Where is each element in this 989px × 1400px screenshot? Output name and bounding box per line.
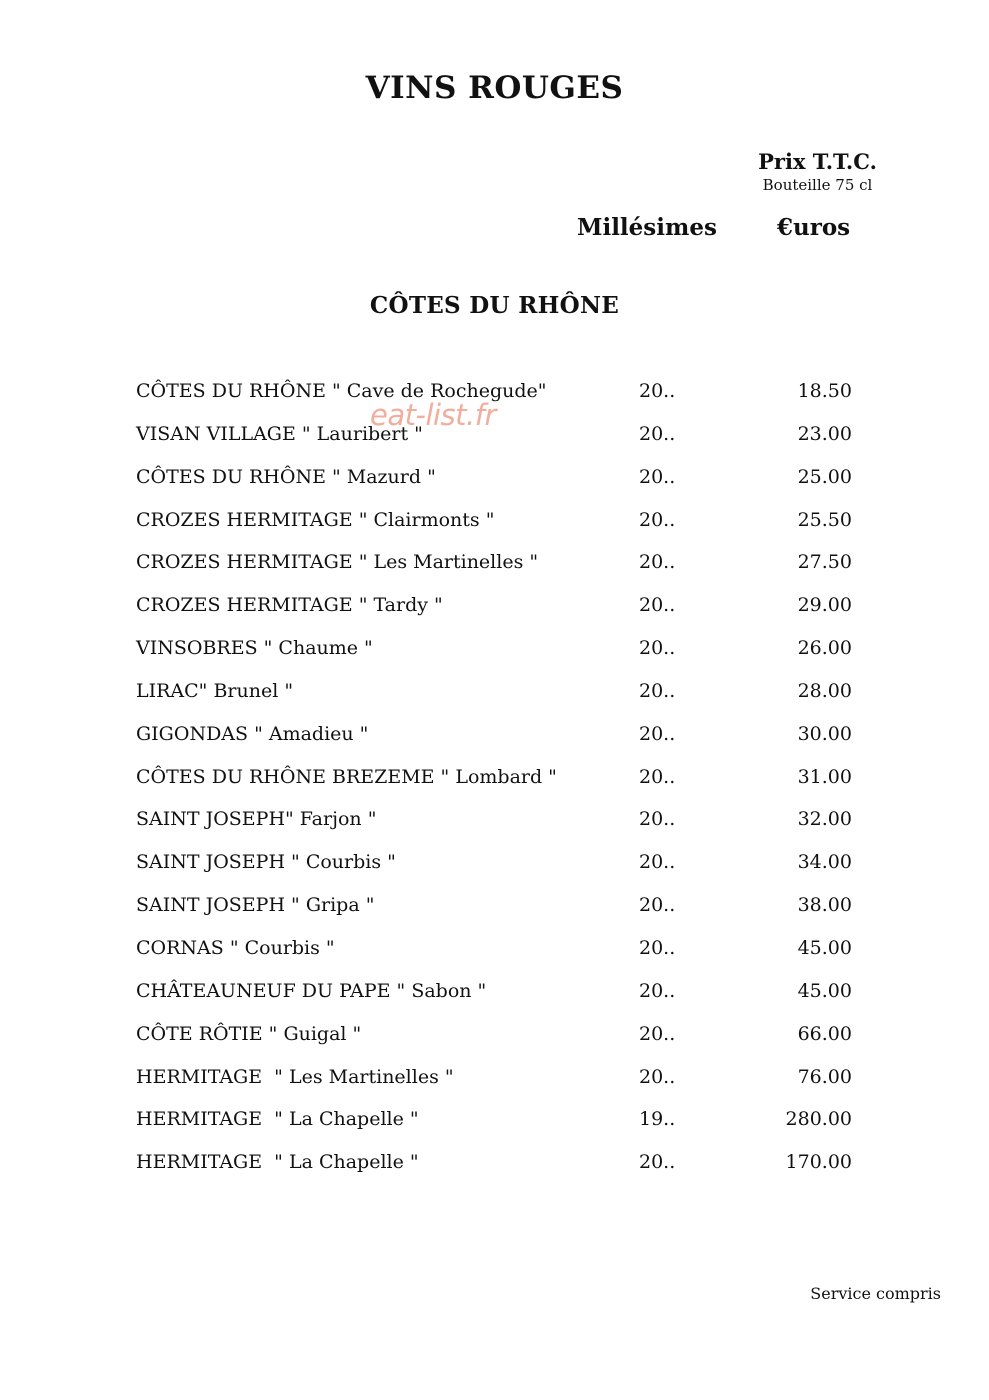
wine-name: CROZES HERMITAGE " Tardy " — [136, 594, 443, 617]
watermark-logo: eat-list.fr — [370, 398, 496, 432]
wine-vintage: 20.. — [639, 1022, 676, 1045]
wine-price: 76.00 — [797, 1065, 852, 1088]
wine-vintage: 20.. — [639, 551, 676, 574]
wine-row — [0, 723, 989, 766]
wine-row — [0, 1151, 989, 1194]
service-note: Service compris — [810, 1284, 941, 1303]
wine-name: CÔTES DU RHÔNE " Mazurd " — [136, 465, 436, 488]
wine-price: 45.00 — [797, 936, 852, 959]
wine-row — [0, 509, 989, 552]
wine-row — [0, 594, 989, 637]
wine-price: 280.00 — [785, 1108, 852, 1131]
wine-name: SAINT JOSEPH " Courbis " — [136, 851, 396, 874]
wine-price: 25.00 — [797, 465, 852, 488]
wine-row — [0, 851, 989, 894]
wine-price: 25.50 — [797, 508, 852, 531]
wine-vintage: 20.. — [639, 851, 676, 874]
wine-name: LIRAC" Brunel " — [136, 679, 294, 702]
wine-vintage: 20.. — [639, 894, 676, 917]
wine-row — [0, 466, 989, 509]
wine-price: 23.00 — [797, 422, 852, 445]
wine-vintage: 19.. — [639, 1108, 676, 1131]
wine-row — [0, 980, 989, 1023]
wine-name: HERMITAGE " Les Martinelles " — [136, 1065, 454, 1088]
price-label: Prix T.T.C. — [758, 149, 877, 174]
wine-row — [0, 894, 989, 937]
bottle-size-label: Bouteille 75 cl — [762, 176, 873, 194]
wine-price: 30.00 — [797, 722, 852, 745]
wine-vintage: 20.. — [639, 465, 676, 488]
wine-name: CORNAS " Courbis " — [136, 936, 335, 959]
wine-row — [0, 1066, 989, 1109]
wine-name: CÔTE RÔTIE " Guigal " — [136, 1022, 362, 1045]
wine-vintage: 20.. — [639, 594, 676, 617]
wine-vintage: 20.. — [639, 808, 676, 831]
page-title: VINS ROUGES — [365, 70, 624, 106]
wine-vintage: 20.. — [639, 679, 676, 702]
wine-price: 170.00 — [785, 1151, 852, 1174]
price-column-header: €uros — [777, 214, 851, 241]
wine-name: VISAN VILLAGE " Lauribert " — [136, 422, 423, 445]
wine-vintage: 20.. — [639, 508, 676, 531]
wine-name: VINSOBRES " Chaume " — [136, 637, 373, 660]
vintage-column-header: Millésimes — [577, 214, 717, 241]
wine-price: 29.00 — [797, 594, 852, 617]
wine-vintage: 20.. — [639, 1151, 676, 1174]
price-header — [740, 148, 895, 194]
wine-row — [0, 937, 989, 980]
wine-price: 38.00 — [797, 894, 852, 917]
wine-name: CÔTES DU RHÔNE BREZEME " Lombard " — [136, 765, 557, 788]
wine-row — [0, 1023, 989, 1066]
wine-price: 26.00 — [797, 637, 852, 660]
wine-name: CROZES HERMITAGE " Clairmonts " — [136, 508, 495, 531]
wine-vintage: 20.. — [639, 380, 676, 402]
wine-name: HERMITAGE " La Chapelle " — [136, 1151, 419, 1174]
wine-vintage: 20.. — [639, 979, 676, 1002]
wine-vintage: 20.. — [639, 722, 676, 745]
wine-row — [0, 680, 989, 723]
wine-price: 28.00 — [797, 679, 852, 702]
wine-price: 27.50 — [797, 551, 852, 574]
wine-name: SAINT JOSEPH " Gripa " — [136, 894, 375, 917]
wine-price: 31.00 — [797, 765, 852, 788]
wine-name: GIGONDAS " Amadieu " — [136, 722, 369, 745]
wine-name: CÔTES DU RHÔNE " Cave de Rochegude" — [136, 380, 547, 402]
wine-name: CHÂTEAUNEUF DU PAPE " Sabon " — [136, 979, 487, 1002]
wine-price: 32.00 — [797, 808, 852, 831]
wine-name: SAINT JOSEPH" Farjon " — [136, 808, 377, 831]
wine-vintage: 20.. — [639, 637, 676, 660]
wine-price: 66.00 — [797, 1022, 852, 1045]
wine-name: HERMITAGE " La Chapelle " — [136, 1108, 419, 1131]
section-title: CÔTES DU RHÔNE — [369, 292, 620, 319]
wine-name: CROZES HERMITAGE " Les Martinelles " — [136, 551, 539, 574]
wine-price: 18.50 — [797, 380, 852, 402]
wine-vintage: 20.. — [639, 765, 676, 788]
wine-list — [0, 380, 989, 1194]
wine-row — [0, 766, 989, 809]
wine-row — [0, 1108, 989, 1151]
wine-price: 45.00 — [797, 979, 852, 1002]
wine-row — [0, 551, 989, 594]
wine-row — [0, 637, 989, 680]
wine-row — [0, 808, 989, 851]
wine-vintage: 20.. — [639, 1065, 676, 1088]
wine-vintage: 20.. — [639, 936, 676, 959]
wine-price: 34.00 — [797, 851, 852, 874]
wine-vintage: 20.. — [639, 422, 676, 445]
